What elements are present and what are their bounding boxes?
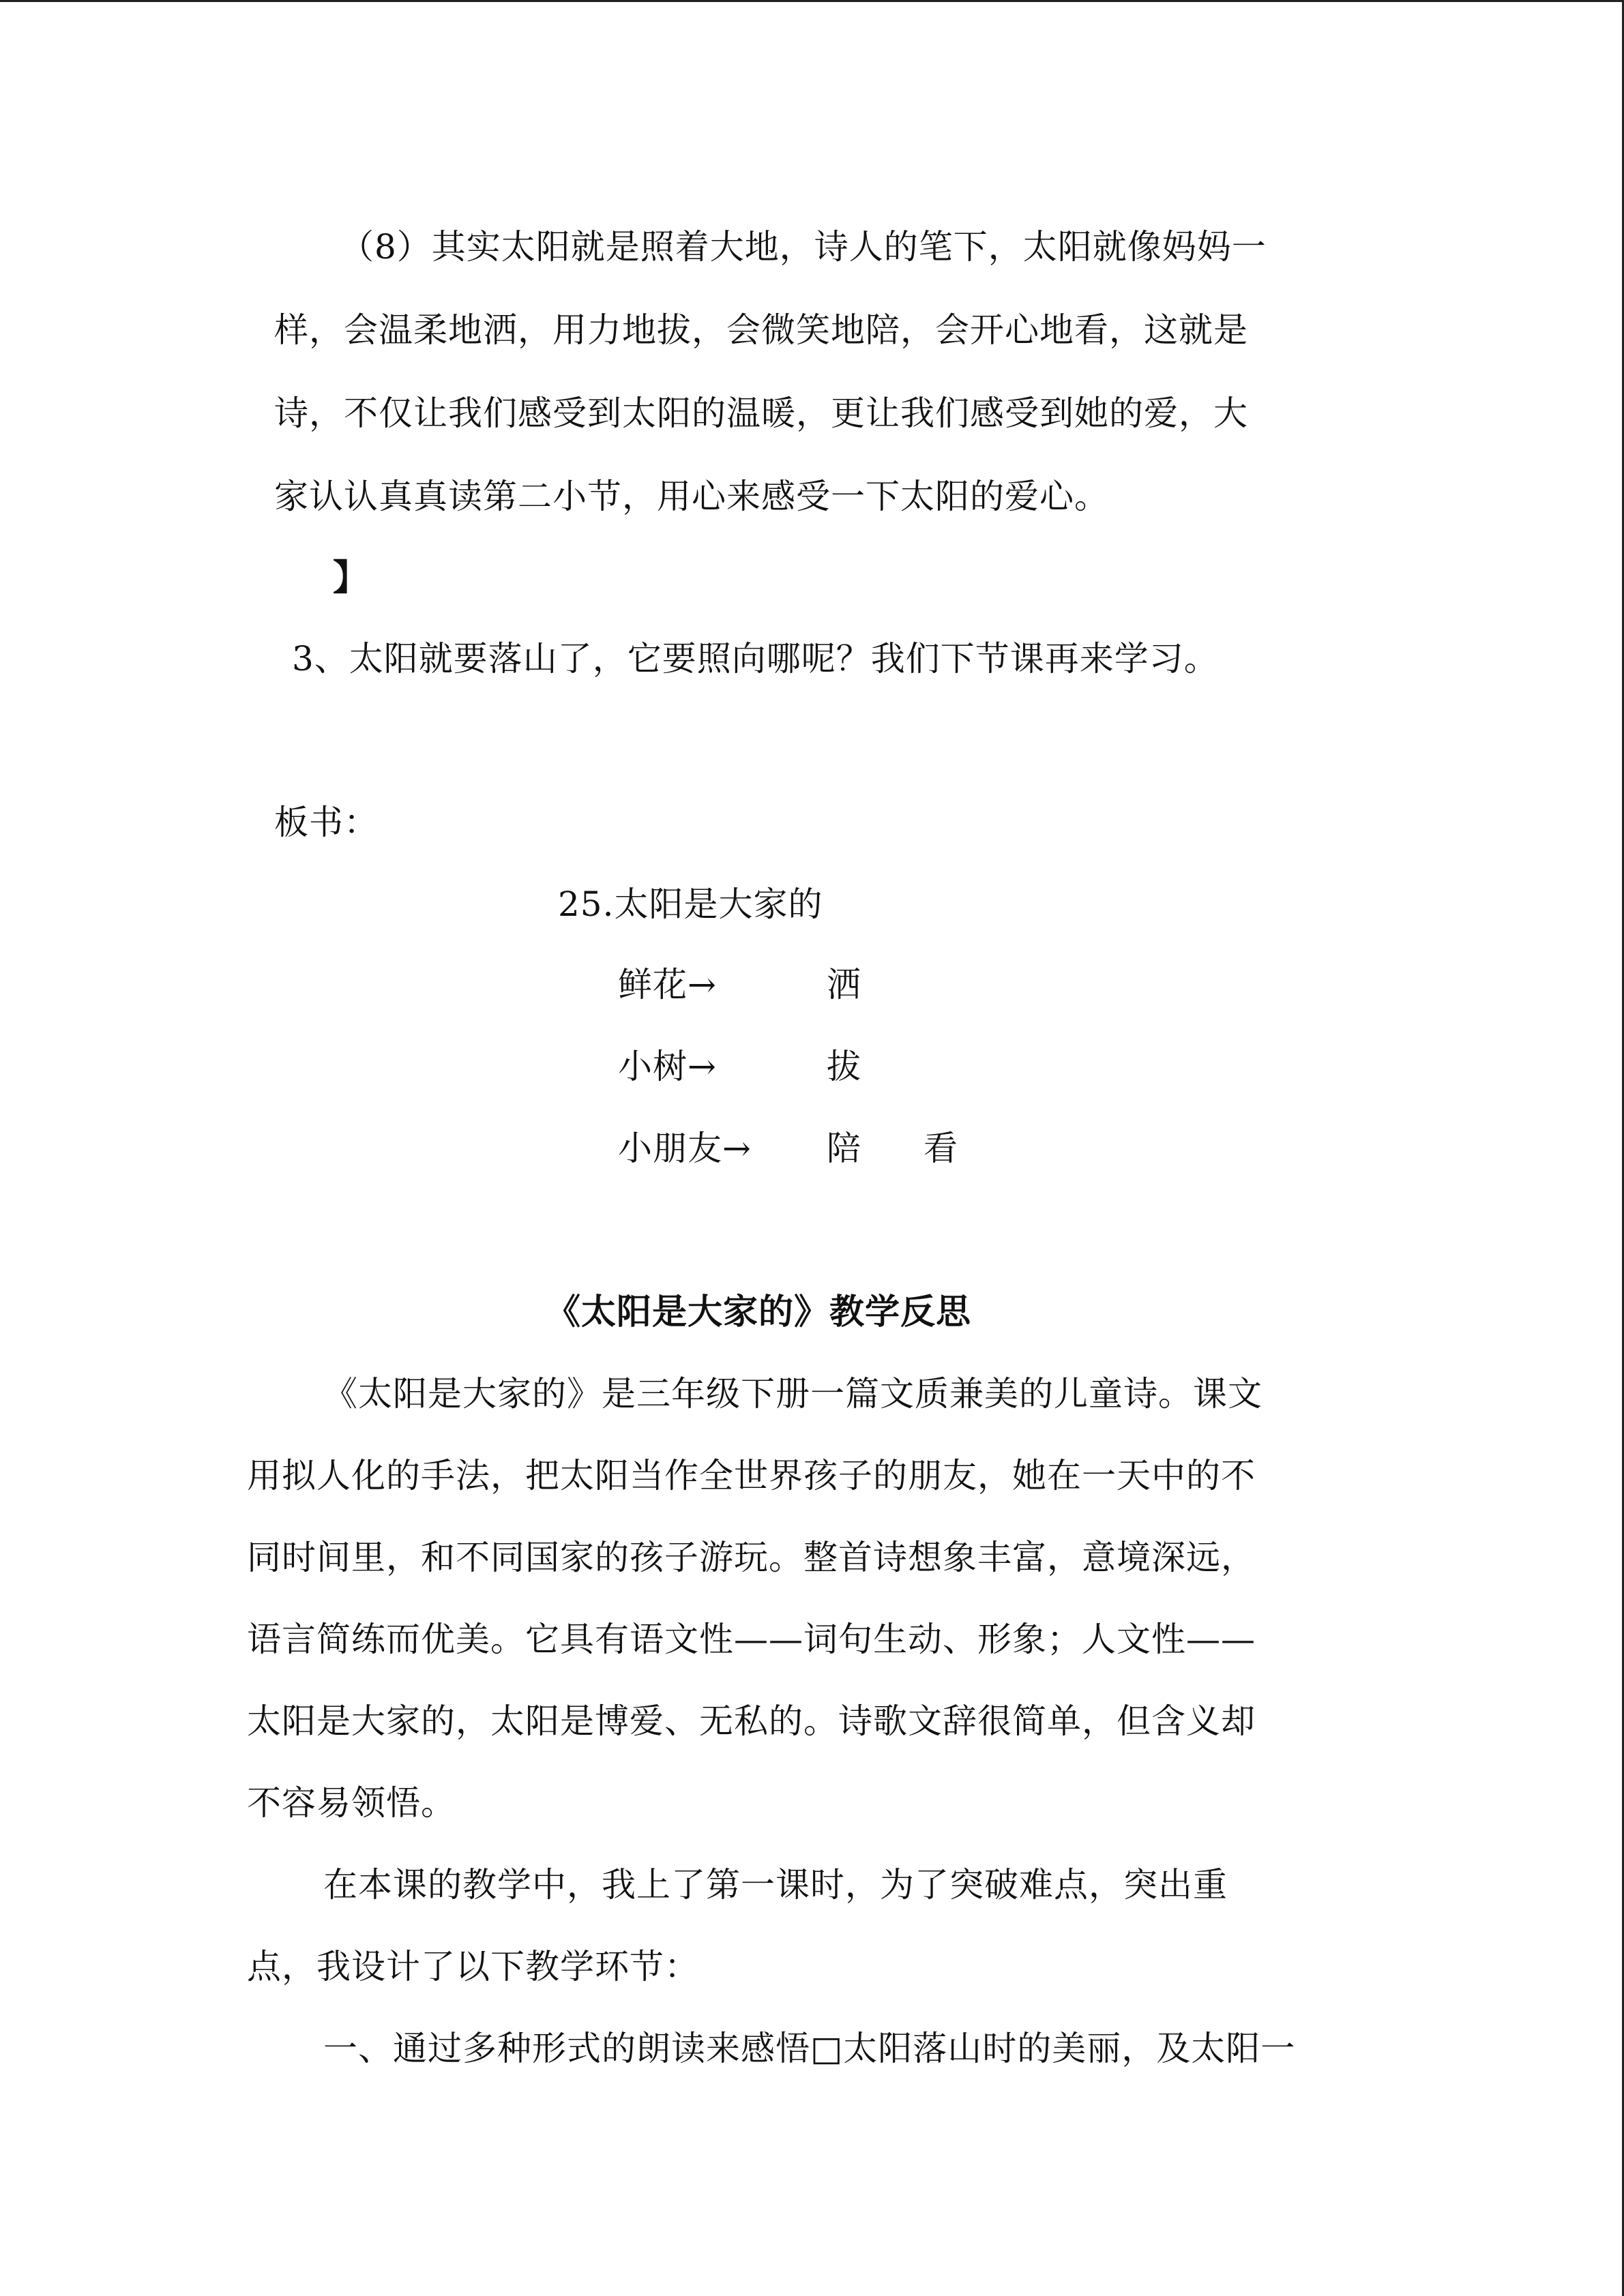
page-top-border <box>0 0 1624 2</box>
paragraph-8-line-1: （8）其实太阳就是照着大地，诗人的笔下，太阳就像妈妈一 <box>340 227 1267 267</box>
blackboard-label: 板书： <box>274 803 379 842</box>
closing-bracket: 】 <box>333 557 369 599</box>
paragraph-8-line-3: 诗，不仅让我们感受到太阳的温暖，更让我们感受到她的爱，大 <box>274 393 1248 433</box>
reflection-p1-line-4: 语言简练而优美。它具有语文性——词句生动、形象；人文性—— <box>247 1620 1256 1659</box>
blackboard-row-1-verb: 洒 <box>827 965 861 1004</box>
blackboard-row-3-verb-1: 陪 <box>827 1129 861 1168</box>
paragraph-8-line-2: 样，会温柔地洒，用力地拔，会微笑地陪，会开心地看，这就是 <box>274 310 1248 350</box>
reflection-p3-line-1: 一、通过多种形式的朗读来感悟□太阳落山时的美丽，及太阳一 <box>323 2029 1296 2068</box>
reflection-p1-line-2: 用拟人化的手法，把太阳当作全世界孩子的朋友，她在一天中的不 <box>247 1456 1256 1495</box>
reflection-p2-line-1: 在本课的教学中，我上了第一课时，为了突破难点，突出重 <box>323 1865 1228 1905</box>
blackboard-lesson-title: 25.太阳是大家的 <box>558 884 823 924</box>
reflection-p1-line-6: 不容易领悟。 <box>247 1783 456 1823</box>
blackboard-row-3-subject: 小朋友→ <box>618 1129 752 1168</box>
reflection-p1-line-3: 同时间里，和不同国家的孩子游玩。整首诗想象丰富，意境深远， <box>247 1538 1256 1577</box>
reflection-p1-line-5: 太阳是大家的，太阳是博爱、无私的。诗歌文辞很简单，但含义却 <box>247 1701 1256 1741</box>
blackboard-row-2-subject: 小树→ <box>618 1047 717 1086</box>
reflection-p2-line-2: 点，我设计了以下教学环节： <box>247 1947 699 1986</box>
blackboard-row-3-verb-2: 看 <box>924 1129 958 1168</box>
blackboard-row-2-verb: 拔 <box>827 1047 861 1086</box>
reflection-p1-line-1: 《太阳是大家的》是三年级下册一篇文质兼美的儿童诗。课文 <box>323 1374 1263 1414</box>
blackboard-row-1-subject: 鲜花→ <box>618 965 717 1004</box>
reflection-title: 《太阳是大家的》教学反思 <box>546 1292 972 1332</box>
step-3-text: 3、太阳就要落山了，它要照向哪呢？我们下节课再来学习。 <box>292 639 1219 679</box>
paragraph-8-line-4: 家认认真真读第二小节，用心来感受一下太阳的爱心。 <box>274 477 1109 516</box>
